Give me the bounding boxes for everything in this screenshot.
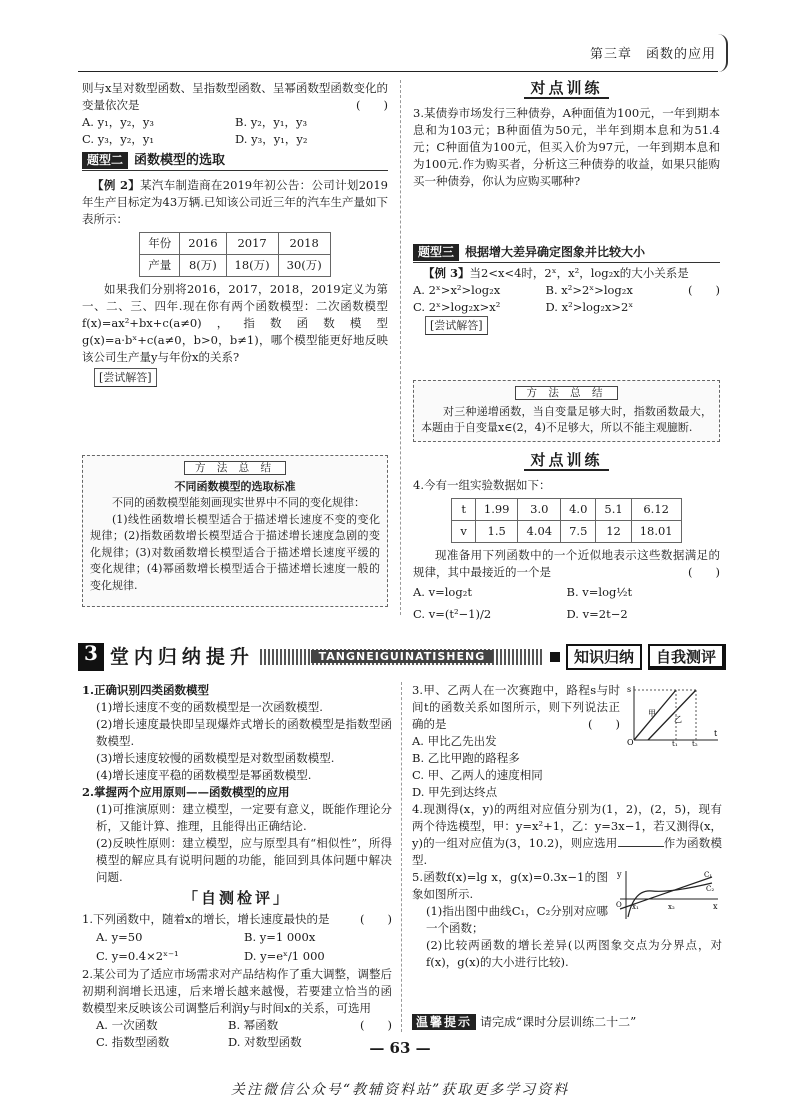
example-2-text: 【例 2】某汽车制造商在2019年初公告：公司计划2019年生产目标定为43万辆.已知该公司近三年的汽车生产量如下表所示： bbox=[82, 178, 388, 226]
bottom-left-column: 1.正确识别四类函数模型 (1)增长速度不变的函数模型是一次函数模型. (2)增长速度最快即呈现爆炸式增长的函数模型是指数型函数模型. (3)增长速度较慢的函数模型是对数型函数模型. (4)增长速度平稳的函数模型是幂函数模型. 2.掌握两个应用原则——函数模型的应用 (1)可推演原则：建立模型，一定要有意义，既能作理论分析，又能计算、推理，且能得出正确结论. (2)反映性原则：建立模型，应与原型具有“相似性”，所得模型的解应具有说明问题的功能，能回到具体问题中解决问题. 「自测检评」 1.下列函数中，随着x的增长，增长速度最快的是 ( ) A. y=50 B. y=1 000x C. y=0.4×2ˣ⁻¹ D. y=eˣ/1 000 2.某公司为了适应市场需求对产品结构作了重大调整，调整后初期利润增长迅速，后来增长越来越慢，若要建立恰当的函数模型来反映该公司调整后利润y与时间x的关系，可选用 ( ) A. 一次函数 B. 幂函数 C. 指数型函数 D. 对数型函数 bbox=[82, 683, 392, 1049]
function-graph-c1: C₁ bbox=[704, 871, 713, 879]
try-answer-label-2: [尝试解答] bbox=[425, 316, 488, 335]
chapter-header: 第三章 函数的应用 bbox=[589, 47, 716, 62]
column-divider bbox=[400, 80, 401, 615]
function-graph-x-label: x bbox=[713, 902, 718, 911]
self-test-q5: 5.函数f(x)=lg x，g(x)=0.3x−1的图象如图所示. bbox=[412, 870, 608, 901]
try-answer-label: [尝试解答] bbox=[94, 368, 157, 387]
reminder-bar bbox=[412, 1014, 722, 1031]
right-column-ex3 bbox=[413, 244, 720, 335]
function-graph-y-label: y bbox=[617, 870, 622, 879]
race-graph-t1: t₁ bbox=[672, 740, 678, 746]
section-banner bbox=[78, 642, 726, 672]
question-3: 3.某债券市场发行三种债券，A种面值为100元，一年到期本息和为103元；B种面值为50元，半年到期本息和为51.4元；C种面值为100元，但买入价为97元，一年到期本息和为100元.作为购买者，分析这三种债券的收益，如果只能购买一种债券，你认为应购买哪种? bbox=[413, 106, 720, 188]
race-graph-t-label: t bbox=[714, 729, 718, 738]
self-test-title: 「自测检评」 bbox=[182, 889, 291, 907]
function-graph-curve-c2 bbox=[628, 883, 715, 917]
banner-chip-knowledge: 知识归纳 bbox=[566, 644, 642, 670]
function-graph-origin: O bbox=[616, 901, 622, 909]
function-graph-x1: x₁ bbox=[632, 903, 639, 911]
bottom-column-divider bbox=[401, 682, 402, 1032]
drill-title-2: 对点训练 bbox=[413, 452, 720, 469]
example-2-question: 如果我们分别将2016，2017，2018，2019定义为第一、二、三、四年.现在你有两个函数模型：二次函数模型f(x)=ax²+bx+c(a≠0)，指数函数模型g(x)=a·bˣ+c(a≠0，b>0，b≠1)，哪个模型能更好地反映该公司生产量y与年份x的关系? bbox=[82, 282, 388, 364]
question-4-table: t 1.99 3.0 4.0 5.1 6.12 v 1.5 4.04 7.5 12 18.01 bbox=[451, 498, 681, 543]
example-3-options: A. 2ˣ>x²>log₂x B. x²>2ˣ>log₂x C. 2ˣ>log₂x>x² D. x²>log₂x>2ˣ bbox=[413, 283, 634, 314]
race-graph bbox=[626, 682, 722, 746]
right-column-q4 bbox=[413, 452, 720, 625]
self-test-q3: 3.甲、乙两人在一次赛跑中，路程s与时间t的函数关系如图所示，则下列说法正确的是 ( ) bbox=[412, 683, 620, 731]
self-test-q4: 4.现测得(x，y)的两组对应值分别为(1，2)，(2，5)，现有两个待选模型，甲：y=x²+1，乙：y=3x−1，若又测得(x，y)的一组对应值为(3，10.2)，则应选用 作为函数模型. bbox=[412, 802, 722, 867]
race-graph-yi: 乙 bbox=[674, 715, 682, 724]
question-4-text: 现准备用下列函数中的一个近似地表示这些数据满足的规律，其中最接近的一个是 ( ) bbox=[413, 548, 720, 579]
footer-watermark-text: 关注微信公众号“教辅资料站”获取更多学习资料 bbox=[230, 1082, 570, 1098]
banner-title: 堂内归纳提升 bbox=[109, 645, 254, 668]
left-column bbox=[82, 80, 388, 387]
banner-square-icon bbox=[550, 652, 560, 662]
race-graph-s-label: s bbox=[627, 685, 632, 694]
header-decoration bbox=[718, 34, 728, 72]
reminder-text: 请完成“课时分层训练二十二” bbox=[480, 1015, 637, 1029]
drill-title-1: 对点训练 bbox=[413, 80, 720, 97]
race-graph-t2: t₂ bbox=[692, 740, 698, 746]
function-graph bbox=[612, 869, 722, 921]
banner-number: 3 bbox=[78, 643, 104, 671]
summary-heading-1: 1.正确识别四类函数模型 bbox=[82, 683, 210, 697]
summary-heading-2: 2.掌握两个应用原则——函数模型的应用 bbox=[82, 785, 290, 799]
method-summary-title: 方 法 总 结 bbox=[184, 461, 286, 475]
section-title-3: 题型三 根据增大差异确定图象并比较大小 bbox=[413, 244, 720, 263]
method-summary-subtitle: 不同函数模型的选取标准 bbox=[174, 479, 296, 493]
banner-stripe: TANGNEIGUINATISHENG bbox=[260, 649, 544, 665]
header-rule bbox=[78, 71, 718, 72]
example-2-table: 年份 2016 2017 2018 产量 8(万) 18(万) 30(万) bbox=[139, 232, 331, 277]
question-4-options: A. v=log₂t B. v=log½t C. v=(t²−1)/2 D. v=2t−2 bbox=[413, 585, 633, 621]
race-graph-origin: O bbox=[627, 738, 634, 746]
function-graph-c2: C₂ bbox=[706, 885, 715, 893]
method-summary-box-left: 方 法 总 结 不同函数模型的选取标准 不同的函数模型能刻画现实世界中不同的变化规律： (1)线性函数增长模型适合于描述增长速度不变的变化规律；(2)指数函数增长模型适合于描述增长速度急剧的变化规律；(3)对数函数增长模型适合于描述增长速度平缓的变化规律；(4)幂函数增长模型适合于描述增长速度一般的变化规律. bbox=[82, 455, 388, 607]
self-test-q1: 1.下列函数中，随着x的增长，增长速度最快的是 ( ) bbox=[82, 912, 392, 926]
example-3-text: 【例 3】当2<x<4时，2ˣ，x²，log₂x的大小关系是 ( ) bbox=[423, 266, 720, 297]
self-test-q2: 2.某公司为了适应市场需求对产品结构作了重大调整，调整后初期利润增长迅速，后来增长越来越慢，若要建立恰当的函数模型来反映该公司调整后利润y与时间x的关系，可选用 ( ) bbox=[82, 967, 392, 1032]
q-tail-text: 则与x呈对数型函数、呈指数型函数、呈幂函数型函数变化的变量依次是 ( ) bbox=[82, 81, 388, 112]
page-number: — 63 — bbox=[369, 1039, 431, 1057]
bottom-right-column: 3.甲、乙两人在一次赛跑中，路程s与时间t的函数关系如图所示，则下列说法正确的是 ( ) A. 甲比乙先出发 B. 乙比甲跑的路程多 C. 甲、乙两人的速度相同 D. 甲先到达终点 s t O t₁ t₂ 甲 乙 4.现测得(x，y)的两组对应值分别为(1，2)，(2，5)，现有两个待选模型，甲：y=x²+1，乙：y=3x−1，若又测得(x，y)的一组对应值为(3，10.2)，则应选用 作为函数模型. 5.函数f(x)=lg x，g(x)=0.3x−1的图象如图所示. (1)指出图中曲线C₁，C₂分别对应哪一个函数； y x O C₁ C₂ x₁ x₂ (2)比较两函数的增长差异(以两图象交点为分界点，对f(x)，g(x)的大小进行比较). bbox=[412, 683, 722, 969]
function-graph-x2: x₂ bbox=[668, 903, 675, 911]
reminder-tag: 温馨提示 bbox=[412, 1014, 476, 1030]
question-4: 4.今有一组实验数据如下： bbox=[413, 478, 551, 492]
race-graph-jia: 甲 bbox=[648, 709, 656, 718]
q-tail-options: A. y₁，y₂，y₃ B. y₂，y₁，y₃ C. y₃，y₂，y₁ D. y₃，y₁，y₂ bbox=[82, 115, 308, 146]
self-test-q2-options: A. 一次函数 B. 幂函数 C. 指数型函数 D. 对数型函数 bbox=[96, 1018, 302, 1049]
self-test-q1-options: A. y=50 B. y=1 000x C. y=0.4×2ˣ⁻¹ D. y=eˣ/1 000 bbox=[96, 930, 325, 963]
method-summary-box-right: 方 法 总 结 对三种递增函数，当自变量足够大时，指数函数最大，本题由于自变量x∈(2，4)不足够大，所以不能主观臆断. bbox=[413, 380, 720, 442]
right-column bbox=[413, 80, 720, 190]
banner-chip-selftest: 自我测评 bbox=[648, 644, 726, 670]
section-title-2: 题型二 函数模型的选取 bbox=[82, 152, 388, 171]
